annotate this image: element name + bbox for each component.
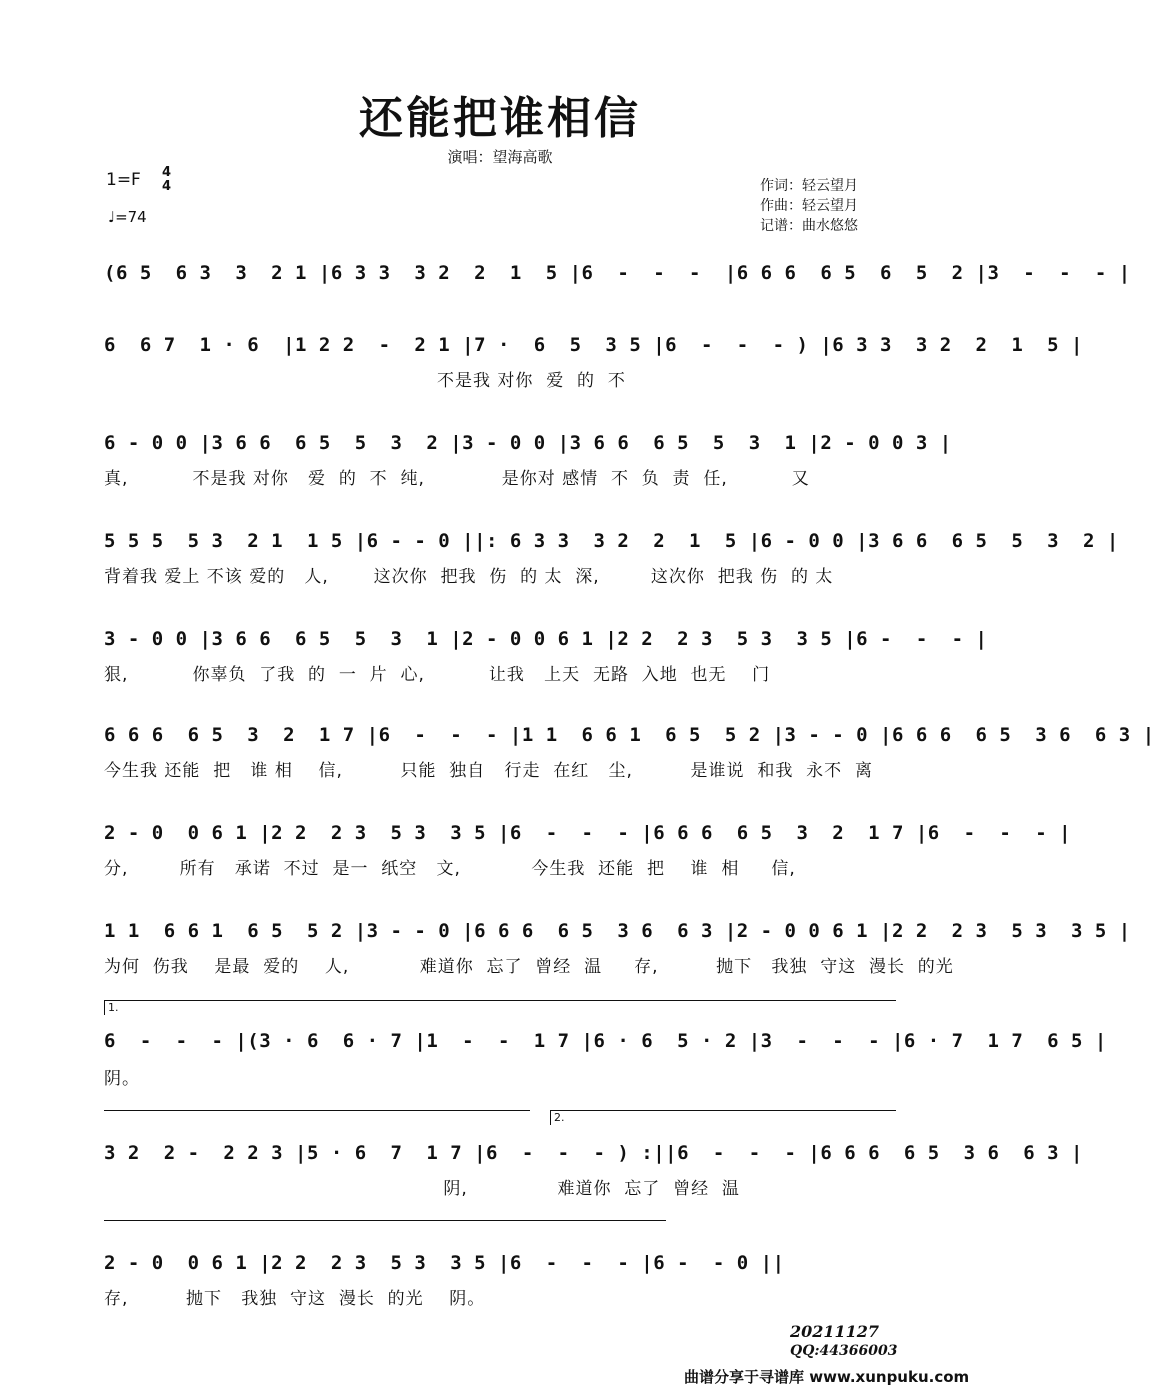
lyrics-line: 狠, 你辜负 了我 的 一 片 心, 让我 上天 无路 入地 也无 门 xyxy=(104,665,771,685)
time-signature xyxy=(162,166,171,194)
notation-line: 6 6 6 6 5 3 2 1 7 |6 - - - |1 1 6 6 1 6 5 5 2 |3 - - 0 |6 6 6 6 5 3 6 6 3 | xyxy=(104,724,1155,746)
notation-line: (6 5 6 3 3 2 1 |6 3 3 3 2 2 1 5 |6 - - - |6 6 6 6 5 6 5 2 |3 - - - | xyxy=(104,262,1131,284)
song-title: 还能把谁相信 xyxy=(359,93,641,144)
source-site-link[interactable]: 曲谱分享于寻谱库 www.xunpuku.com xyxy=(684,1368,970,1386)
lyrics-line: 真, 不是我 对你 爱 的 不 纯, 是你对 感情 不 负 责 任, 又 xyxy=(104,469,810,489)
notation-line: 1 1 6 6 1 6 5 5 2 |3 - - 0 |6 6 6 6 5 3 6 6 3 |2 - 0 0 6 1 |2 2 2 3 5 3 3 5 | xyxy=(104,920,1131,942)
key-signature: 1=F xyxy=(106,170,141,190)
notation-line: 3 - 0 0 |3 6 6 6 5 5 3 1 |2 - 0 0 6 1 |2 2 2 3 5 3 3 5 |6 - - - | xyxy=(104,628,988,650)
lyrics-line: 今生我 还能 把 谁 相 信, 只能 独自 行走 在红 尘, 是谁说 和我 永不 离 xyxy=(104,761,873,781)
notation-line: 5 5 5 5 3 2 1 1 5 |6 - - 0 ||: 6 3 3 3 2 2 1 5 |6 - 0 0 |3 6 6 6 5 5 3 2 | xyxy=(104,530,1119,552)
notation-line: 2 - 0 0 6 1 |2 2 2 3 5 3 3 5 |6 - - - |6 6 6 6 5 3 2 1 7 |6 - - - | xyxy=(104,822,1072,844)
time-signature-top: 4 xyxy=(162,165,172,180)
lyricist-credit: 作词：轻云望月 xyxy=(760,178,858,194)
lyrics-line: 阴, 难道你 忘了 曾经 温 xyxy=(104,1179,740,1199)
volta-second-continuation xyxy=(104,1220,666,1221)
notation-line: 6 6 7 1 · 6 |1 2 2 - 2 1 |7 · 6 5 3 5 |6 - - - ) |6 3 3 3 2 2 1 5 | xyxy=(104,334,1083,356)
lyrics-line: 背着我 爱上 不该 爱的 人, 这次你 把我 伤 的 太 深, 这次你 把我 伤 的 太 xyxy=(104,567,834,587)
lyrics-line: 不是我 对你 爱 的 不 xyxy=(104,371,626,391)
credits-block xyxy=(760,176,858,236)
tempo-marking: ♩=74 xyxy=(108,208,147,226)
volta-first-continuation xyxy=(104,1110,530,1111)
lyrics-line: 分, 所有 承诺 不过 是一 纸空 文, 今生我 还能 把 谁 相 信, xyxy=(104,859,796,879)
notation-line: 6 - 0 0 |3 6 6 6 5 5 3 2 |3 - 0 0 |3 6 6 6 5 5 3 1 |2 - 0 0 3 | xyxy=(104,432,952,454)
composer-credit: 作曲：轻云望月 xyxy=(760,198,858,214)
singer-label: 演唱：望海高歌 xyxy=(447,148,553,166)
time-signature-bottom: 4 xyxy=(162,179,172,194)
notation-line: 2 - 0 0 6 1 |2 2 2 3 5 3 3 5 |6 - - - |6 - - 0 || xyxy=(104,1252,785,1274)
volta-first: 1. xyxy=(104,1000,896,1015)
transcriber-qq: QQ:44366003 xyxy=(790,1343,898,1359)
transcription-date: 20211127 xyxy=(790,1322,880,1341)
volta-second: 2. xyxy=(550,1110,896,1125)
notation-line: 3 2 2 - 2 2 3 |5 · 6 7 1 7 |6 - - - ) :||6 - - - |6 6 6 6 5 3 6 6 3 | xyxy=(104,1142,1083,1164)
notation-line: 6 - - - |(3 · 6 6 · 7 |1 - - 1 7 |6 · 6 5 · 2 |3 - - - |6 · 7 1 7 6 5 | xyxy=(104,1030,1107,1052)
lyrics-line: 存, 抛下 我独 守这 漫长 的光 阴。 xyxy=(104,1289,486,1309)
lyrics-line: 为何 伤我 是最 爱的 人, 难道你 忘了 曾经 温 存, 抛下 我独 守这 漫长 的光 xyxy=(104,957,954,977)
lyrics-line: 阴。 xyxy=(104,1069,140,1089)
transcriber-credit: 记谱：曲水悠悠 xyxy=(760,218,858,234)
